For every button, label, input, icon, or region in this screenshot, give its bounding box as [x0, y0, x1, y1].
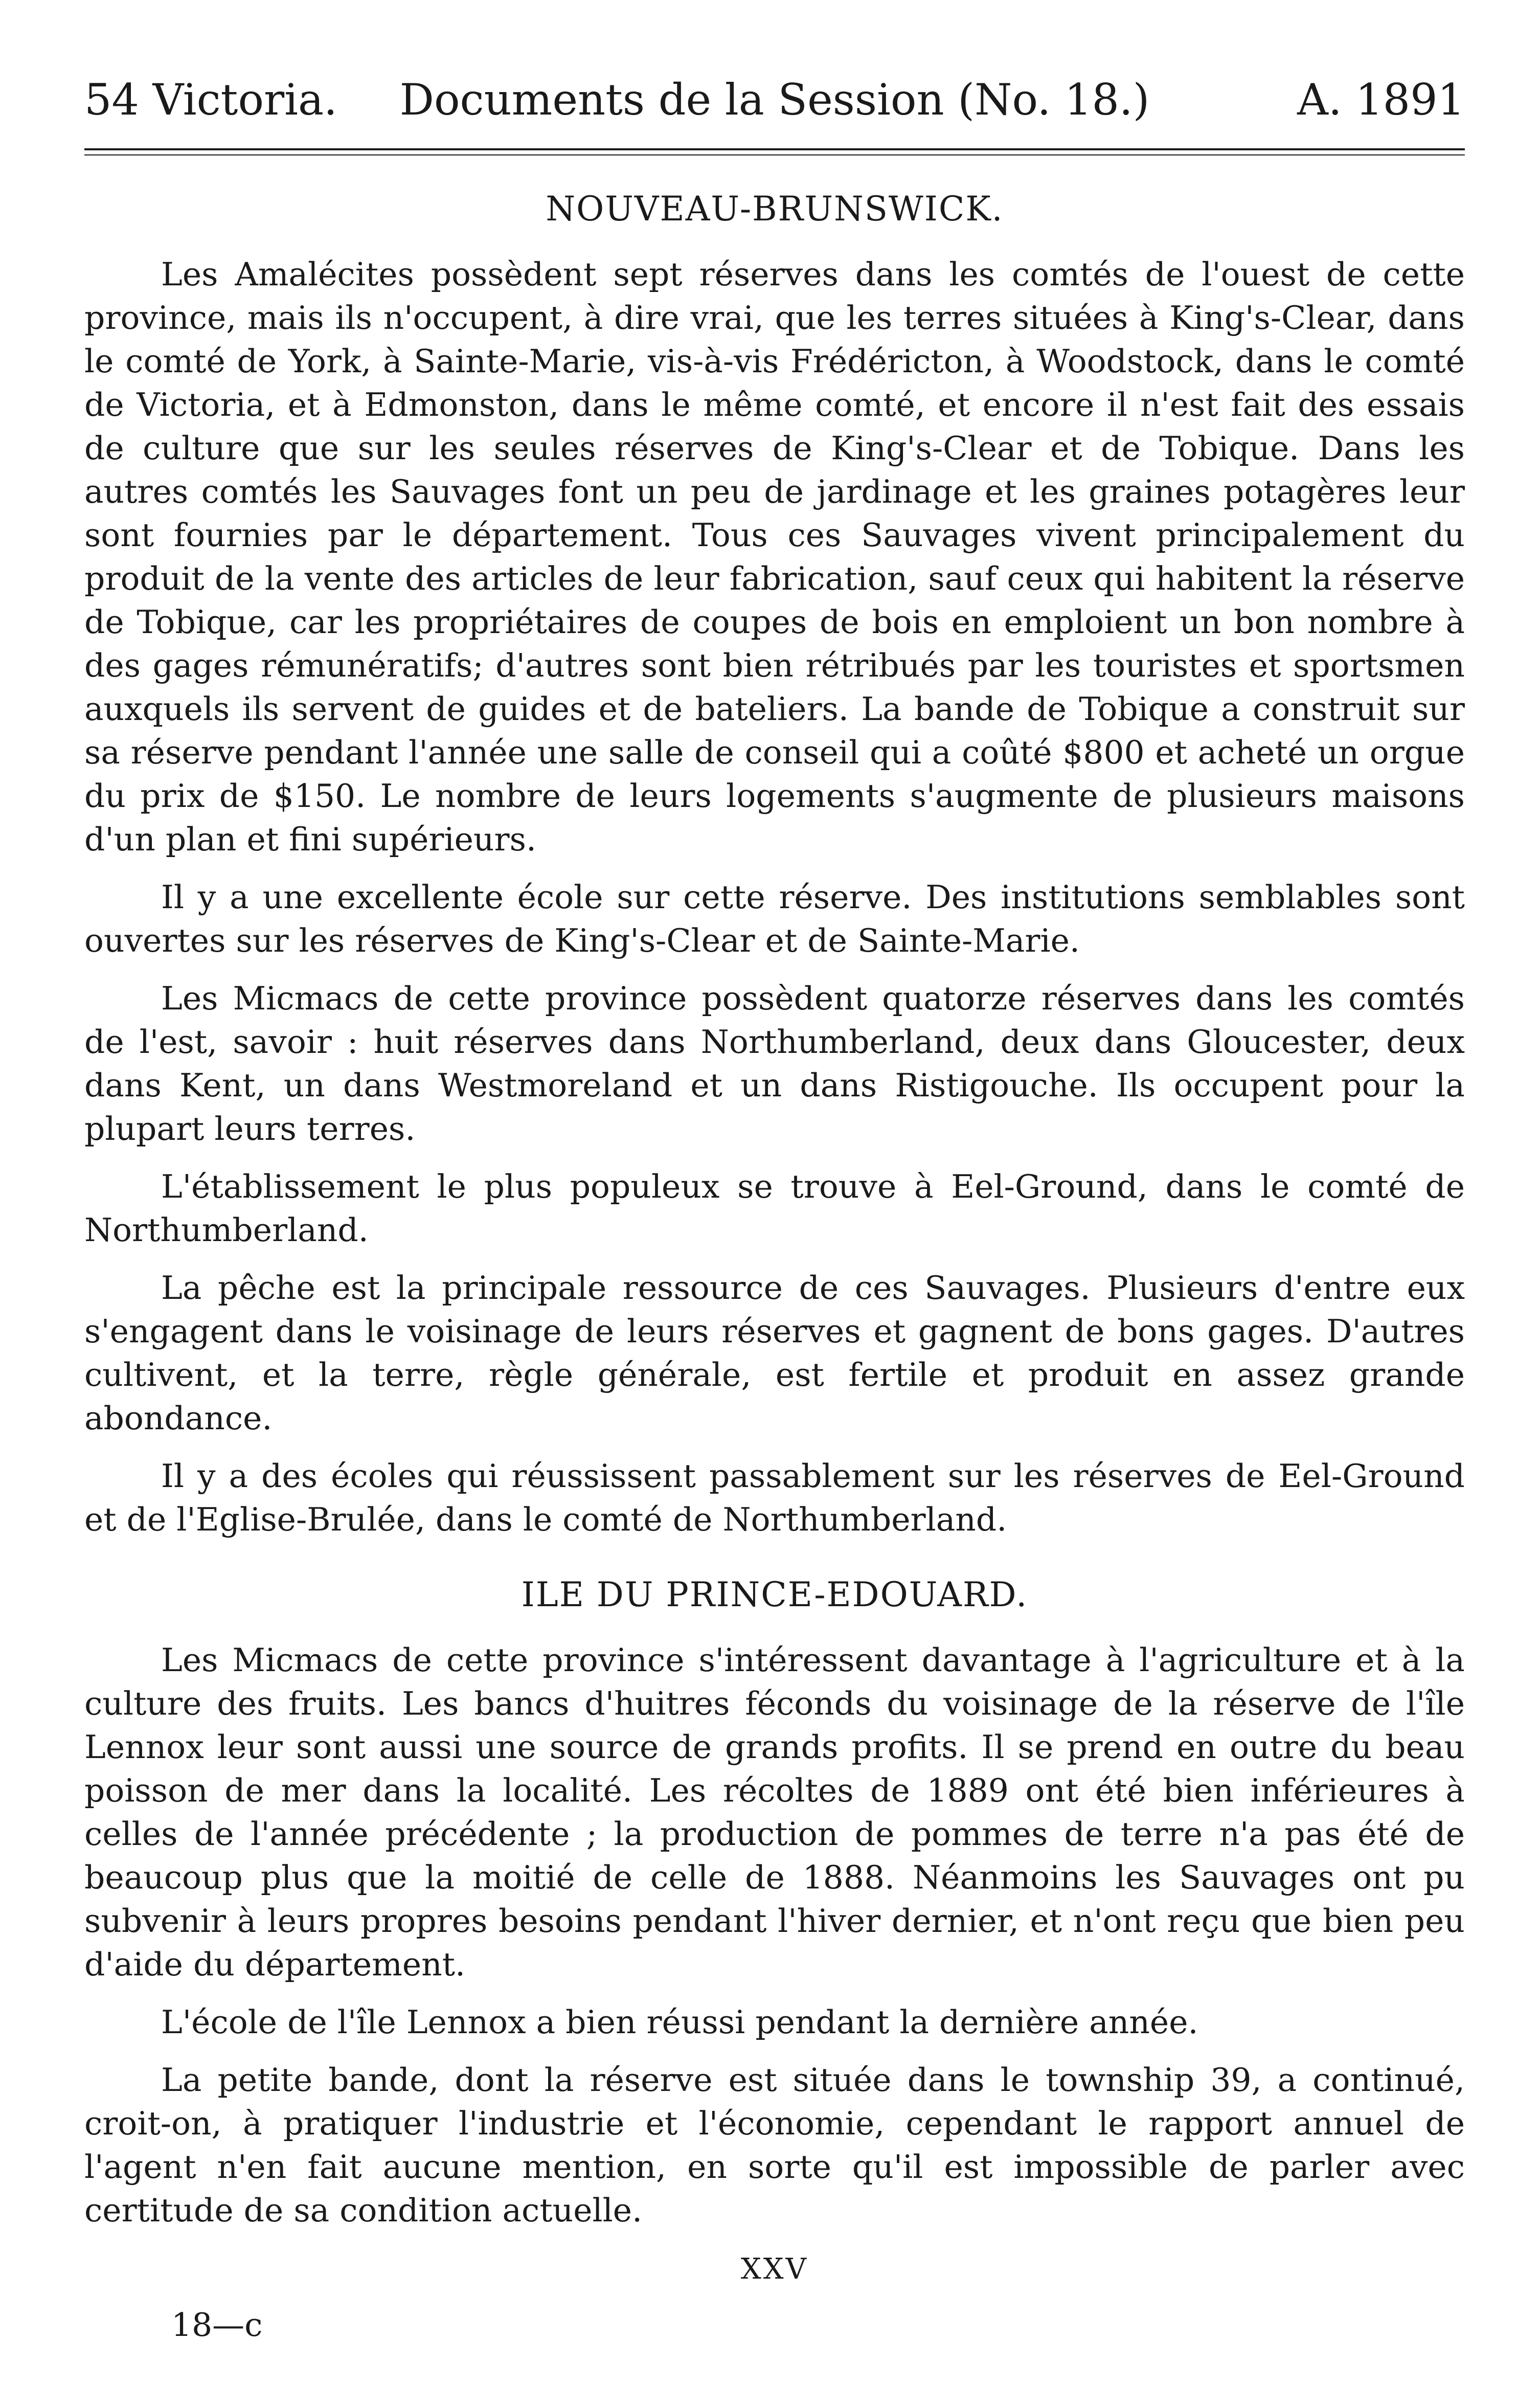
header-title: Documents de la Session (No. 18.)	[399, 75, 1150, 125]
paragraph: L'école de l'île Lennox a bien réussi pendant la dernière année.	[161, 2004, 1198, 2041]
paragraph: La pêche est la principale ressource de ces Sauvages. Plusieurs d'entre eux s'engagent dans le voisinage de leurs réserves et gagnent de bons gages. D'autres cultivent, et la terre, règle générale, est fertile et produit en assez grande abondance.	[84, 1269, 1465, 1437]
header-volume: 54 Victoria.	[84, 75, 337, 125]
header-rule	[84, 148, 1465, 155]
paragraph: Les Micmacs de cette province possèdent quatorze réserves dans les comtés de l'est, savoir : huit réserves dans Northumberland, deux dans Gloucester, deux dans Kent, un dans Westmoreland et un dans Ristigouche. Ils occupent pour la plupart leurs terres.	[84, 980, 1465, 1147]
running-header	[84, 72, 1465, 128]
signature-mark: 18—c	[171, 2306, 263, 2344]
paragraph: Il y a une excellente école sur cette réserve. Des institutions semblables sont ouvertes sur les réserves de King's-Clear et de Sainte-Marie.	[84, 879, 1465, 959]
paragraph: La petite bande, dont la réserve est située dans le township 39, a continué, croit-on, à pratiquer l'industrie et l'économie, cependant le rapport annuel de l'agent n'en fait aucune mention, en sorte qu'il est impossible de parler avec certitude de sa condition actuelle.	[84, 2061, 1465, 2229]
section-nouveau-brunswick	[84, 186, 1465, 1541]
header-year: A. 1891	[1297, 75, 1465, 125]
section-heading: NOUVEAU-BRUNSWICK.	[546, 189, 1004, 229]
section-ile-du-prince-edouard	[84, 1572, 1465, 2232]
paragraph: Les Micmacs de cette province s'intéressent davantage à l'agriculture et à la culture des fruits. Les bancs d'huitres féconds du voisinage de la réserve de l'île Lennox leur sont aussi une source de grands profits. Il se prend en outre du beau poisson de mer dans la localité. Les récoltes de 1889 ont été bien inférieures à celles de l'année précédente ; la production de pommes de terre n'a pas été de beaucoup plus que la moitié de celle de 1888. Néanmoins les Sauvages ont pu subvenir à leurs propres besoins pendant l'hiver dernier, et n'ont reçu que bien peu d'aide du département.	[84, 1641, 1465, 1983]
document-page	[84, 72, 1465, 2344]
page-folio: XXV	[740, 2253, 809, 2286]
section-heading: ILE DU PRINCE-EDOUARD.	[521, 1575, 1028, 1614]
paragraph: Il y a des écoles qui réussissent passablement sur les réserves de Eel-Ground et de l'Eglise-Brulée, dans le comté de Northumberland.	[84, 1457, 1465, 1538]
paragraph: L'établissement le plus populeux se trouve à Eel-Ground, dans le comté de Northumberland.	[84, 1168, 1465, 1249]
paragraph: Les Amalécites possèdent sept réserves dans les comtés de l'ouest de cette province, mais ils n'occupent, à dire vrai, que les terres situées à King's-Clear, dans le comté de York, à Sainte-Marie, vis-à-vis Frédéricton, à Woodstock, dans le comté de Victoria, et à Edmonston, dans le même comté, et encore il n'est fait des essais de culture que sur les seules réserves de King's-Clear et de Tobique. Dans les autres comtés les Sauvages font un peu de jardinage et les graines potagères leur sont fournies par le département. Tous ces Sauvages vivent principalement du produit de la vente des articles de leur fabrication, sauf ceux qui habitent la réserve de Tobique, car les propriétaires de coupes de bois en emploient un bon nombre à des gages rémunératifs; d'autres sont bien rétribués par les touristes et sportsmen auxquels ils servent de guides et de bateliers. La bande de Tobique a construit sur sa réserve pendant l'année une salle de conseil qui a coûté $800 et acheté un orgue du prix de $150. Le nombre de leurs logements s'augmente de plusieurs maisons d'un plan et fini supérieurs.	[84, 256, 1465, 858]
